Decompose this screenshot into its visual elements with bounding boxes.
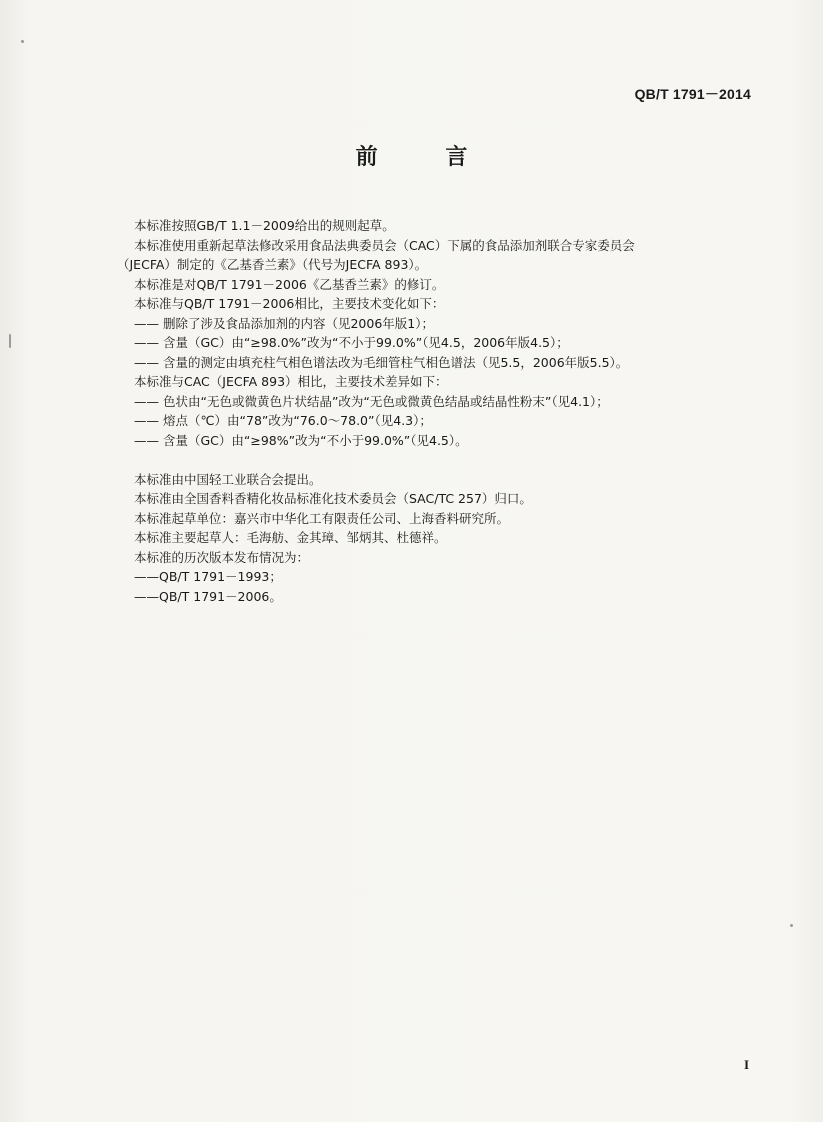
page-title: 前 言	[355, 145, 498, 170]
list-item: ——QB/T 1791－2006。	[134, 588, 282, 604]
list-item: —— 色状由“无色或微黄色片状结晶”改为“无色或微黄色结晶或结晶性粉末”（见4.1）；	[134, 393, 609, 409]
scan-speck	[790, 924, 793, 927]
paragraph: 本标准起草单位：嘉兴市中华化工有限责任公司、上海香料研究所。	[134, 510, 510, 526]
list-item: —— 含量（GC）由“≥98.0%”改为“不小于99.0%”（见4.5，2006年版4.5）；	[134, 335, 569, 350]
foreword-block-2	[117, 470, 757, 607]
scan-speck	[21, 40, 24, 43]
paragraph: 本标准与QB/T 1791－2006相比，主要技术变化如下：	[134, 296, 445, 311]
foreword-body	[117, 216, 757, 606]
list-item: —— 含量（GC）由“≥98%”改为“不小于99.0%”（见4.5）。	[134, 432, 468, 448]
block-spacer	[117, 450, 757, 470]
foreword-block-1	[117, 216, 757, 450]
page-number: I	[743, 1057, 749, 1072]
scan-speck	[9, 334, 11, 348]
paragraph: 本标准的历次版本发布情况为：	[134, 549, 310, 565]
list-item: —— 熔点（℃）由“78”改为“76.0～78.0”（见4.3）；	[134, 413, 432, 428]
paragraph: 本标准是对QB/T 1791－2006《乙基香兰素》的修订。	[134, 276, 445, 292]
paragraph: 本标准按照GB/T 1.1－2009给出的规则起草。	[134, 218, 395, 233]
list-item: ——QB/T 1791－1993；	[134, 569, 282, 584]
paragraph: 本标准由全国香料香精化妆品标准化技术委员会（SAC/TC 257）归口。	[134, 491, 532, 506]
paragraph: 本标准使用重新起草法修改采用食品法典委员会（CAC）下属的食品添加剂联合专家委员会	[134, 237, 635, 253]
list-item: —— 删除了涉及食品添加剂的内容（见2006年版1）；	[134, 315, 434, 331]
list-item: —— 含量的测定由填充柱气相色谱法改为毛细管柱气相色谱法（见5.5，2006年版5.5）。	[134, 354, 629, 370]
standard-code: QB/T 1791－2014	[634, 86, 751, 102]
paragraph: （JECFA）制定的《乙基香兰素》（代号为JECFA 893）。	[117, 257, 428, 272]
paragraph: 本标准与CAC（JECFA 893）相比，主要技术差异如下：	[134, 374, 448, 389]
paragraph: 本标准主要起草人：毛海舫、金其璋、邹炳其、杜德祥。	[134, 530, 447, 545]
paragraph: 本标准由中国轻工业联合会提出。	[134, 471, 322, 487]
